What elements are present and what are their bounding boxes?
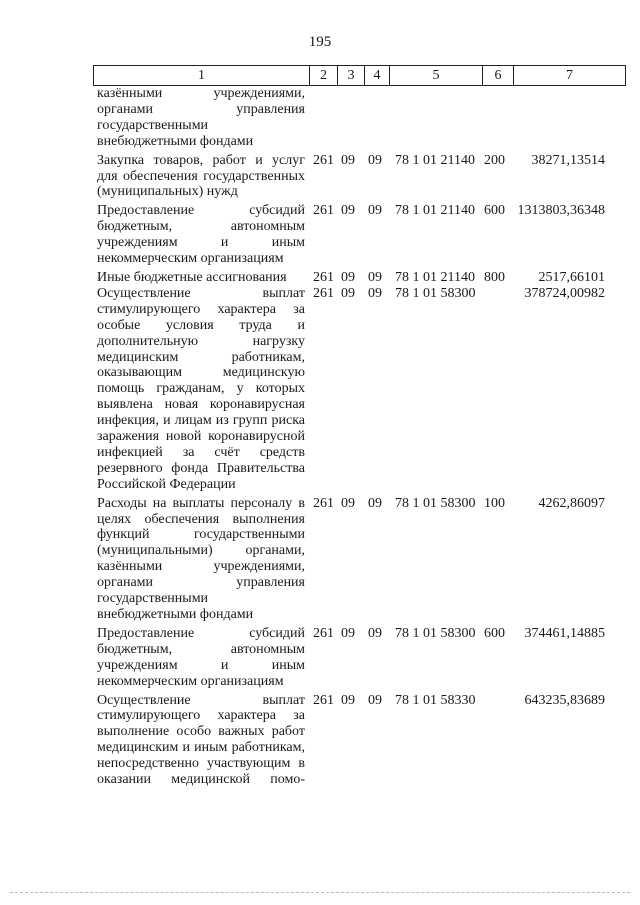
row-name: казёнными учреждениями, органами управления государственными внебюджетными фондами (97, 86, 305, 149)
expense-type-code: 600 (484, 625, 505, 641)
target-article-code: 78 1 01 58300 (395, 625, 476, 641)
amount: 2517,66101 (538, 269, 605, 285)
expense-type-code: 800 (484, 269, 505, 285)
section-code: 09 (341, 269, 355, 285)
table-row (97, 203, 625, 267)
amount: 38271,13514 (531, 152, 605, 168)
admin-code: 261 (313, 692, 334, 708)
row-name: Осуществление выплат стимулирующего характера за особые условия труда и дополнительную нагрузку медицинским работникам, оказывающим медицинскую помощь гражданам, у которых выявлена новая коронавирусная инфекция, и лицам из групп риска заражения новой коронавирусной инфекцией за счёт средств резервного фонда Правительства Российской Федерации (97, 285, 305, 492)
section-code: 09 (341, 285, 355, 301)
expense-type-code: 100 (484, 495, 505, 511)
table-row (97, 693, 625, 788)
subsection-code: 09 (368, 285, 382, 301)
section-code: 09 (341, 692, 355, 708)
column-header: 3 (338, 66, 365, 86)
amount: 378724,00982 (524, 285, 605, 301)
target-article-code: 78 1 01 58300 (395, 285, 476, 301)
admin-code: 261 (313, 625, 334, 641)
column-header: 2 (310, 66, 338, 86)
column-header: 6 (483, 66, 514, 86)
subsection-code: 09 (368, 625, 382, 641)
amount: 1313803,36348 (517, 203, 605, 219)
expense-type-code: 200 (484, 152, 505, 168)
admin-code: 261 (313, 152, 334, 168)
target-article-code: 78 1 01 58330 (395, 692, 476, 708)
target-article-code: 78 1 01 21140 (395, 152, 475, 168)
row-name: Осуществление выплат стимулирующего характера за выполнение особо важных работ медицинским и иным работникам, непосредственно участвующим в оказании медицинской помо- (97, 692, 305, 788)
budget-table-body (97, 86, 625, 788)
section-code: 09 (341, 152, 355, 168)
column-header-table (93, 65, 626, 86)
page-bottom-edge (10, 892, 630, 893)
amount: 374461,14885 (524, 625, 605, 641)
table-row (97, 496, 625, 623)
section-code: 09 (341, 625, 355, 641)
subsection-code: 09 (368, 203, 382, 219)
row-name: Предоставление субсидий бюджетным, автономным учреждениям и иным некоммерческим организациям (97, 203, 305, 267)
subsection-code: 09 (368, 692, 382, 708)
amount: 4262,86097 (538, 495, 605, 511)
column-header-row (94, 66, 626, 86)
row-name: Предоставление субсидий бюджетным, автономным учреждениям и иным некоммерческим организациям (97, 625, 305, 689)
column-header: 1 (94, 66, 310, 86)
admin-code: 261 (313, 203, 334, 219)
row-name: Иные бюджетные ассигнования (97, 269, 287, 285)
row-name: Расходы на выплаты персоналу в целях обеспечения выполнения функций государственными (муниципальными) органами, казёнными учреждениями, органами управления государственными внебюджетными фондами (97, 495, 305, 622)
column-header: 4 (365, 66, 390, 86)
target-article-code: 78 1 01 21140 (395, 269, 475, 285)
target-article-code: 78 1 01 58300 (395, 495, 476, 511)
table-row (97, 286, 625, 493)
table-row (97, 86, 625, 150)
row-name: Закупка товаров, работ и услуг для обеспечения государственных (муниципальных) нужд (97, 152, 305, 200)
expense-type-code: 600 (484, 203, 505, 219)
section-code: 09 (341, 495, 355, 511)
subsection-code: 09 (368, 269, 382, 285)
target-article-code: 78 1 01 21140 (395, 203, 475, 219)
amount: 643235,83689 (524, 692, 605, 708)
column-header: 7 (514, 66, 626, 86)
admin-code: 261 (313, 269, 334, 285)
page-number: 195 (308, 34, 332, 50)
admin-code: 261 (313, 495, 334, 511)
column-header: 5 (390, 66, 483, 86)
subsection-code: 09 (368, 152, 382, 168)
section-code: 09 (341, 203, 355, 219)
admin-code: 261 (313, 285, 334, 301)
table-row (97, 626, 625, 690)
subsection-code: 09 (368, 495, 382, 511)
table-row (97, 270, 625, 286)
table-row (97, 153, 625, 201)
